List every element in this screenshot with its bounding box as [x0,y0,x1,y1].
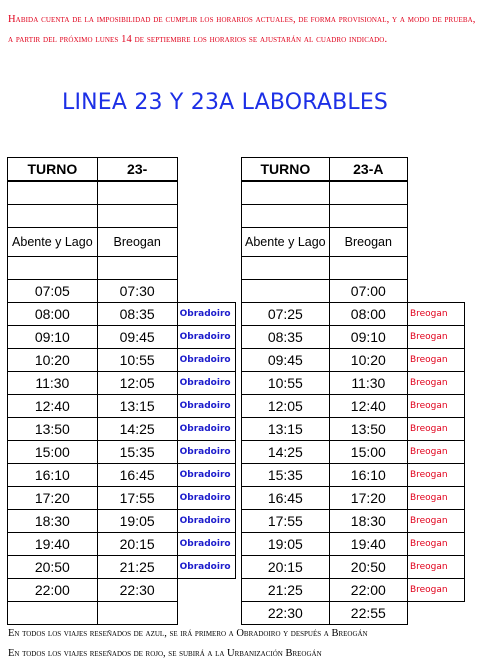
route-tag: Obradoiro [177,303,235,326]
table-row [242,326,465,349]
subheader-row [8,228,236,257]
departure-time: 09:45 [242,349,330,372]
departure-time: 07:05 [8,280,98,303]
empty-cell [8,257,98,280]
notice-text: Habida cuenta de la imposibilidad de cumplir los horarios actuales, de forma provisional, y a modo de prueba, a partir del próximo lunes 14 de septiembre los horarios se ajustarán al cuadro indicado. [8,14,476,45]
blank-cell [177,257,235,280]
route-tag: Obradoiro [177,326,235,349]
footer-note-blue: En todos los viajes reseñados de azul, se irá primero a Obradoiro y después a Breogán [8,628,368,639]
return-time: 10:55 [97,349,177,372]
route-tag: Breogan [407,372,464,395]
departure-time: 16:45 [242,487,330,510]
departure-time: 07:25 [242,303,330,326]
table-row [8,280,236,303]
table-row [242,303,465,326]
return-time: 13:50 [329,418,407,441]
return-time: 12:40 [329,395,407,418]
departure-time: 13:50 [8,418,98,441]
departure-time: 20:50 [8,556,98,579]
stop-label-breogan: Breogan [97,228,177,257]
return-time: 18:30 [329,510,407,533]
departure-time: 19:05 [242,533,330,556]
departure-time: 18:30 [8,510,98,533]
return-time: 21:25 [97,556,177,579]
empty-row [242,205,465,228]
return-time: 19:05 [97,510,177,533]
table-header-row [8,158,236,182]
return-time: 11:30 [329,372,407,395]
table-row [8,372,236,395]
return-time: 07:30 [97,280,177,303]
empty-cell [329,205,407,228]
schedule-table-23a [241,157,465,625]
blank-cell [177,602,235,625]
stop-label-abente: Abente y Lago [242,228,330,257]
empty-row [242,181,465,205]
blank-cell [407,181,464,205]
empty-row [8,181,236,205]
blank-cell [177,228,235,257]
departure-time: 15:35 [242,464,330,487]
table-row [8,533,236,556]
route-tag: Breogan [407,349,464,372]
empty-row [8,205,236,228]
route-tag: Obradoiro [177,464,235,487]
route-tag: Breogan [407,510,464,533]
route-tag: Obradoiro [177,395,235,418]
route-tag: Obradoiro [177,372,235,395]
departure-time: 12:40 [8,395,98,418]
departure-time: 11:30 [8,372,98,395]
table-row [242,418,465,441]
table-row [8,326,236,349]
blank-cell [177,205,235,228]
route-tag: Obradoiro [177,349,235,372]
table-row [242,372,465,395]
departure-time: 19:40 [8,533,98,556]
stop-label-abente: Abente y Lago [8,228,98,257]
page-title: LINEA 23 Y 23A LABORABLES [62,90,389,115]
return-time: 22:55 [329,602,407,625]
table-row [242,395,465,418]
table-row [8,395,236,418]
empty-cell [329,181,407,205]
empty-cell [8,205,98,228]
blank-cell [407,602,464,625]
table-row [242,464,465,487]
table-row [8,441,236,464]
return-time: 20:15 [97,533,177,556]
table-row [242,602,465,625]
departure-time [242,280,330,303]
route-tag: Breogan [407,441,464,464]
departure-time: 17:55 [242,510,330,533]
route-tag: Obradoiro [177,418,235,441]
blank-cell [407,158,464,182]
empty-cell [97,181,177,205]
departure-time: 21:25 [242,579,330,602]
return-time [97,602,177,625]
return-time: 22:30 [97,579,177,602]
table-row [8,487,236,510]
blank-cell [407,228,464,257]
table-row [242,556,465,579]
return-time: 07:00 [329,280,407,303]
table-row [8,418,236,441]
departure-time: 22:00 [8,579,98,602]
departure-time: 10:55 [242,372,330,395]
column-header-turno: TURNO [242,158,330,182]
empty-cell [329,257,407,280]
table-row [242,533,465,556]
return-time: 10:20 [329,349,407,372]
return-time: 14:25 [97,418,177,441]
table-row [8,303,236,326]
departure-time: 16:10 [8,464,98,487]
return-time: 20:50 [329,556,407,579]
departure-time: 10:20 [8,349,98,372]
departure-time: 22:30 [242,602,330,625]
route-tag: Breogan [407,326,464,349]
departure-time [8,602,98,625]
column-header-line: 23-A [329,158,407,182]
route-tag: Breogan [407,303,464,326]
table-row [242,280,465,303]
table-row [242,441,465,464]
table-row [8,602,236,625]
return-time: 22:00 [329,579,407,602]
return-time: 12:05 [97,372,177,395]
empty-cell [242,181,330,205]
column-header-turno: TURNO [8,158,98,182]
empty-cell [8,181,98,205]
column-header-line: 23- [97,158,177,182]
departure-time: 14:25 [242,441,330,464]
route-tag: Breogan [407,464,464,487]
return-time: 13:15 [97,395,177,418]
route-tag: Obradoiro [177,441,235,464]
table-row [8,510,236,533]
subheader-row [242,228,465,257]
return-time: 15:35 [97,441,177,464]
table-row [8,579,236,602]
route-tag: Obradoiro [177,487,235,510]
route-tag: Obradoiro [177,556,235,579]
table-header-row [242,158,465,182]
blank-cell [177,579,235,602]
route-tag: Breogan [407,556,464,579]
table-row [242,487,465,510]
return-time: 17:55 [97,487,177,510]
departure-time: 08:00 [8,303,98,326]
return-time: 08:00 [329,303,407,326]
blank-cell [177,181,235,205]
return-time: 17:20 [329,487,407,510]
departure-time: 12:05 [242,395,330,418]
footer-note-red: En todos los viajes reseñados de rojo, se subirá a la Urbanización Breogán [8,648,322,659]
blank-cell [407,257,464,280]
return-time: 16:45 [97,464,177,487]
table-row [8,556,236,579]
empty-row [8,257,236,280]
return-time: 09:45 [97,326,177,349]
empty-cell [242,205,330,228]
departure-time: 20:15 [242,556,330,579]
departure-time: 13:15 [242,418,330,441]
schedule-table-23 [7,157,236,625]
return-time: 09:10 [329,326,407,349]
return-time: 08:35 [97,303,177,326]
empty-cell [97,205,177,228]
route-tag: Obradoiro [177,510,235,533]
table-row [242,579,465,602]
blank-cell [177,158,235,182]
return-time: 15:00 [329,441,407,464]
route-tag: Breogan [407,487,464,510]
departure-time: 17:20 [8,487,98,510]
table-row [242,349,465,372]
blank-cell [407,280,464,303]
departure-time: 09:10 [8,326,98,349]
blank-cell [177,280,235,303]
empty-cell [242,257,330,280]
empty-row [242,257,465,280]
table-row [242,510,465,533]
return-time: 16:10 [329,464,407,487]
departure-time: 08:35 [242,326,330,349]
return-time: 19:40 [329,533,407,556]
stop-label-breogan: Breogan [329,228,407,257]
table-row [8,464,236,487]
empty-cell [97,257,177,280]
route-tag: Breogan [407,418,464,441]
table-row [8,349,236,372]
route-tag: Obradoiro [177,533,235,556]
blank-cell [407,205,464,228]
route-tag: Breogan [407,579,464,602]
departure-time: 15:00 [8,441,98,464]
route-tag: Breogan [407,533,464,556]
route-tag: Breogan [407,395,464,418]
